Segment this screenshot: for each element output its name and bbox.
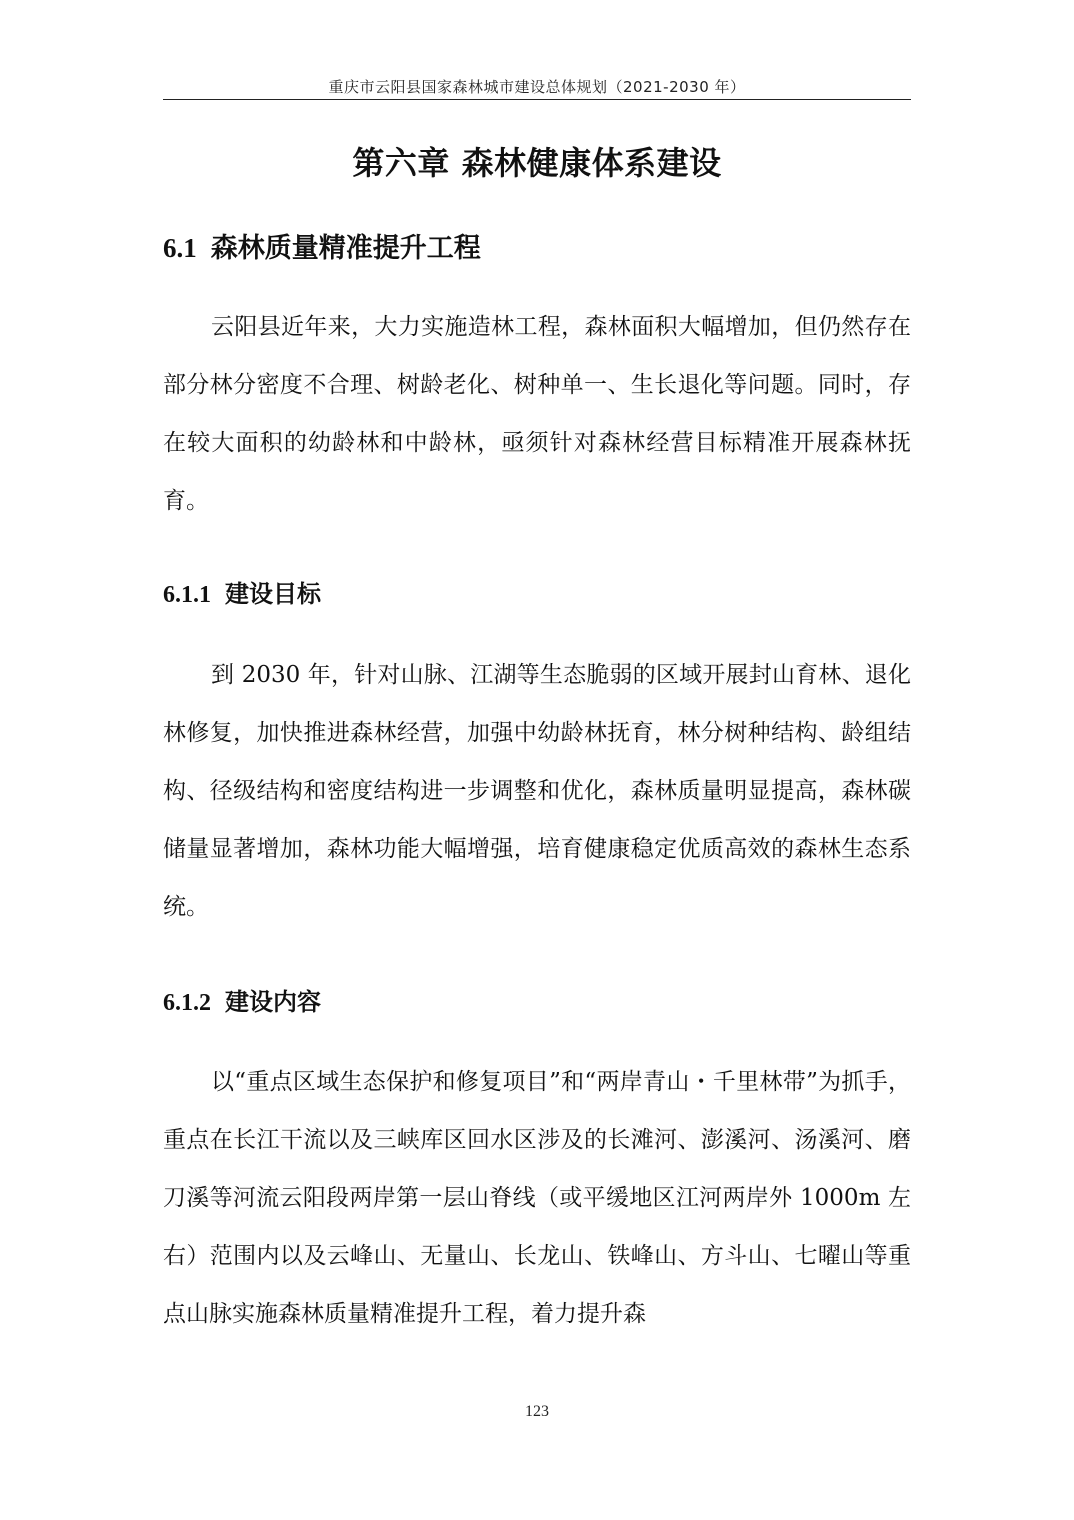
header-divider [163,99,911,100]
section-number: 6.1.2 [163,990,211,1016]
section-paragraph: 到 2030 年，针对山脉、江湖等生态脆弱的区域开展封山育林、退化林修复，加快推进森林经营，加强中幼龄林抚育，林分树种结构、龄组结构、径级结构和密度结构进一步调整和优化，森林质量明显提高，森林碳储量显著增加，森林功能大幅增强，培育健康稳定优质高效的森林生态系统。 [163,662,911,920]
section-title: 建设目标 [225,580,321,608]
page-number: 123 [525,1403,549,1420]
chapter-title: 第六章 森林健康体系建设 [352,144,722,182]
section-heading-6-1-2 [163,982,321,1017]
section-title: 森林质量精准提升工程 [210,233,481,264]
running-header: 重庆市云阳县国家森林城市建设总体规划（2021-2030 年） [328,78,746,96]
section-title: 建设内容 [225,988,321,1016]
section-paragraph: 云阳县近年来，大力实施造林工程，森林面积大幅增加，但仍然存在部分林分密度不合理、树龄老化、树种单一、生长退化等问题。同时，存在较大面积的幼龄林和中龄林，亟须针对森林经营目标精准开展森林抚育。 [163,314,911,514]
section-number: 6.1 [163,233,197,263]
section-paragraph: 以“重点区域生态保护和修复项目”和“两岸青山・千里林带”为抓手，重点在长江干流以及三峡库区回水区涉及的长滩河、澎溪河、汤溪河、磨刀溪等河流云阳段两岸第一层山脊线（或平缓地区江河两岸外 1000m 左右）范围内以及云峰山、无量山、长龙山、铁峰山、方斗山、七曜山等重点山脉实施森林质量精准提升工程，着力提升森 [163,1069,911,1327]
section-heading-6-1 [163,226,481,265]
section-heading-6-1-1 [163,574,321,609]
section-number: 6.1.1 [163,582,211,608]
